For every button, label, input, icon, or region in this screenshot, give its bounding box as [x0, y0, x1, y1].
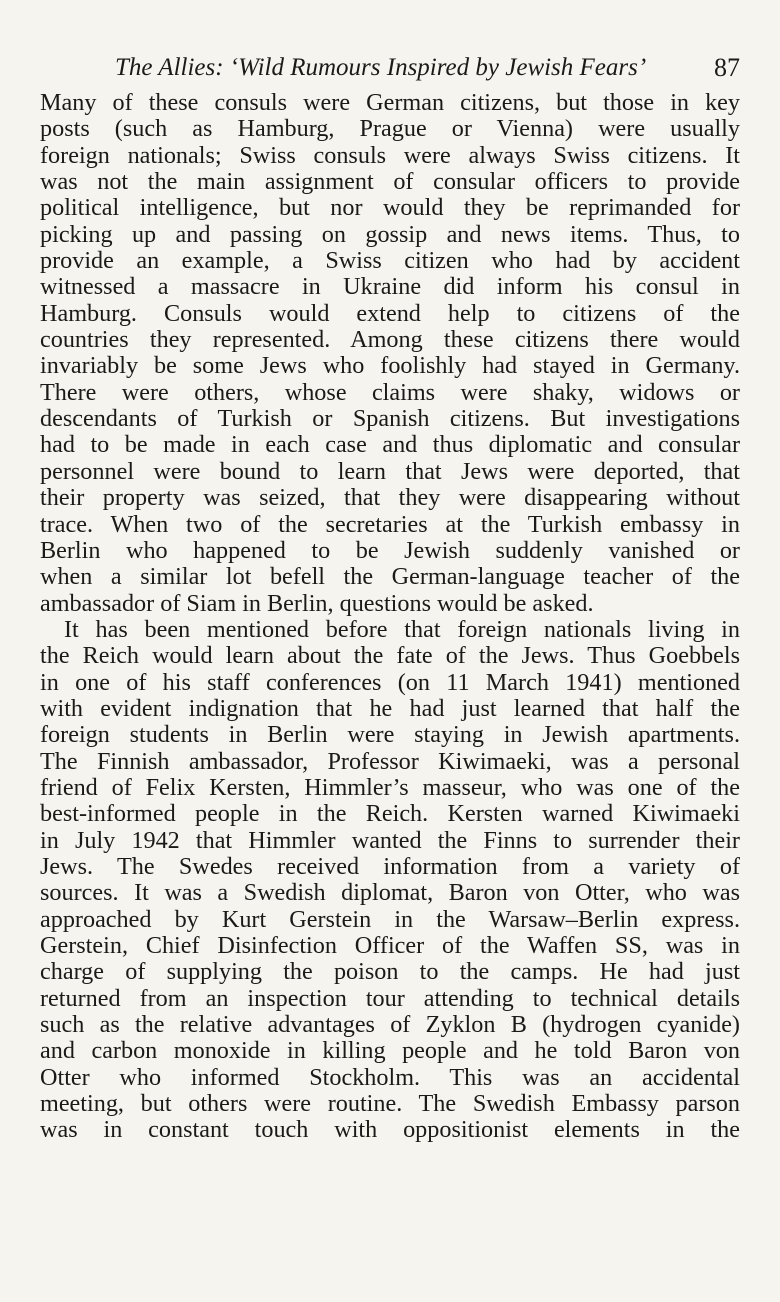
text-line: was not the main assignment of consular officers to provide [40, 169, 740, 196]
text-line: Many of these consuls were German citizens, but those in key [40, 90, 740, 116]
text-line: and carbon monoxide in killing people and he told Baron von [40, 1038, 740, 1065]
text-line: Otter who informed Stockholm. This was an accidental [40, 1064, 740, 1091]
text-line: best-informed people in the Reich. Kersten warned Kiwimaeki [40, 801, 740, 828]
text-line: The Finnish ambassador, Professor Kiwimaeki, was a personal [40, 748, 740, 775]
text-line: in July 1942 that Himmler wanted the Finns to surrender their [40, 827, 740, 854]
text-line: charge of supplying the poison to the camps. He had just [40, 959, 740, 986]
text-line: descendants of Turkish or Spanish citizens. But investigations [40, 406, 740, 433]
text-line: Jews. The Swedes received information from a variety of [40, 853, 740, 880]
text-line: Gerstein, Chief Disinfection Officer of the Waffen SS, was in [40, 933, 740, 959]
text-line: such as the relative advantages of Zyklon B (hydrogen cyanide) [40, 1012, 740, 1039]
text-line: their property was seized, that they were disappearing without [40, 485, 740, 512]
text-line: There were others, whose claims were shaky, widows or [40, 379, 740, 406]
text-line: sources. It was a Swedish diplomat, Baron von Otter, who was [40, 880, 740, 907]
text-line: returned from an inspection tour attending to technical details [40, 985, 740, 1012]
text-line: foreign students in Berlin were staying in Jewish apartments. [40, 722, 740, 749]
text-line: invariably be some Jews who foolishly had stayed in Germany. [40, 353, 740, 380]
text-line: Hamburg. Consuls would extend help to citizens of the [40, 300, 740, 327]
running-head [115, 48, 740, 88]
text-line: posts (such as Hamburg, Prague or Vienna) were usually [40, 116, 740, 143]
text-line: the Reich would learn about the fate of the Jews. Thus Goebbels [40, 643, 740, 670]
text-line: foreign nationals; Swiss consuls were always Swiss citizens. It [40, 142, 740, 169]
text-line: It has been mentioned before that foreign nationals living in [64, 616, 740, 643]
text-line: political intelligence, but nor would they be reprimanded for [40, 195, 740, 222]
text-line: ambassador of Siam in Berlin, questions would be asked. [40, 590, 594, 617]
page-number: 87 [714, 53, 740, 82]
paragraph-1 [40, 90, 740, 617]
text-line: meeting, but others were routine. The Swedish Embassy parson [40, 1091, 740, 1118]
text-line: countries they represented. Among these citizens there would [40, 327, 740, 354]
text-line: provide an example, a Swiss citizen who had by accident [40, 248, 740, 275]
text-line: personnel were bound to learn that Jews were deported, that [40, 458, 740, 485]
text-line: with evident indignation that he had just learned that half the [40, 695, 740, 722]
text-line: Berlin who happened to be Jewish suddenly vanished or [40, 537, 740, 564]
text-line: friend of Felix Kersten, Himmler’s masseur, who was one of the [40, 774, 740, 801]
text-line: picking up and passing on gossip and news items. Thus, to [40, 221, 740, 248]
text-line: approached by Kurt Gerstein in the Warsaw–Berlin express. [40, 906, 740, 933]
text-line: was in constant touch with oppositionist elements in the [40, 1117, 740, 1144]
text-line: trace. When two of the secretaries at the Turkish embassy in [40, 511, 740, 538]
paragraph-2 [40, 617, 740, 1144]
text-line: had to be made in each case and thus diplomatic and consular [40, 432, 740, 459]
text-line: when a similar lot befell the German-language teacher of the [40, 564, 740, 591]
body-text [40, 90, 740, 1144]
running-title: The Allies: ‘Wild Rumours Inspired by Jewish Fears’ [115, 54, 647, 81]
text-line: in one of his staff conferences (on 11 March 1941) mentioned [40, 669, 740, 696]
text-line: witnessed a massacre in Ukraine did inform his consul in [40, 274, 740, 301]
